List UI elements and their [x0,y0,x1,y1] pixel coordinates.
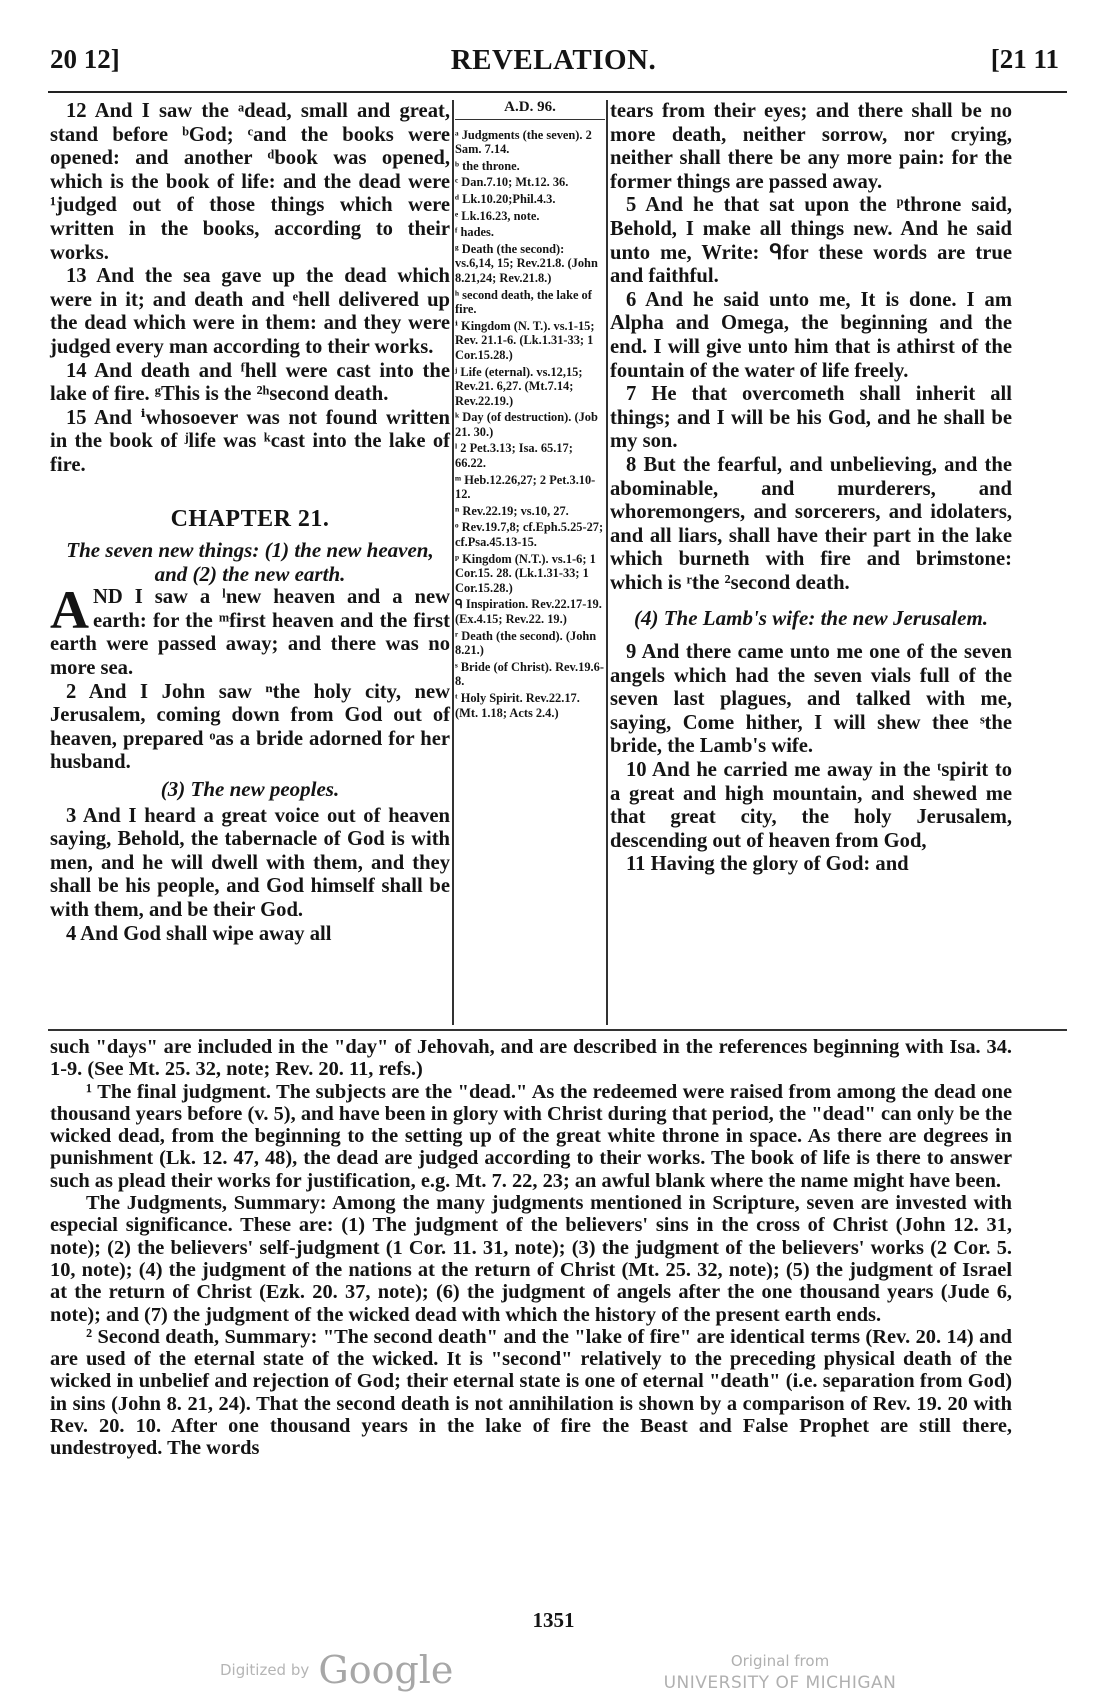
section-subheading-1: The seven new things: (1) the new heaven, and (2) the new earth. [66,538,434,586]
verse-21-7: 7 He that overcometh shall inherit all things; and I will be his God, and he shall be my son. [610,383,1012,453]
footnote-continuation: such "days" are included in the "day" of Jehovah, and are described in the references beginning with Isa. 34. 1-9. (See Mt. 25. 32, note; Rev. 20. 11, refs.) [50,1036,1012,1081]
verse-21-11: 11 Having the glory of God: and [626,853,909,876]
cross-reference: ʲ Life (eternal). vs.12,15; Rev.21. 6,27. (Mt.7.14; Rev.22.19.) [455,364,583,408]
cross-reference: ⁱ Kingdom (N. T.). vs.1-15; Rev. 21.1-6. (Lk.1.31-33; 1 Cor.15.28.) [455,318,595,362]
header-left-ref: 20 12] [50,44,120,74]
footnote-separator [48,1029,1067,1031]
cross-reference: ⁿ Rev.22.19; vs.10, 27. [455,503,569,518]
verse-21-10: 10 And he carried me away in the ᵗspirit to a great and high mountain, and shewed me that great city, the holy Jerusalem, descending out of heaven from God, [610,759,1012,852]
digitized-by-label: Digitized by [220,1661,310,1679]
verse-20-15: 15 And ⁱwhosoever was not found written in the book of ʲlife was ᵏcast into the lake of fire. [50,406,450,476]
verse-21-4: 4 And God shall wipe away all [66,922,332,945]
right-text-column [610,100,1012,877]
drop-cap: A [50,580,89,641]
origin-watermark [660,1650,900,1694]
header-right-ref: [21 11 [990,44,1059,74]
cross-reference: ᵃ Judgments (the seven). 2 Sam. 7.14. [455,127,592,157]
verse-21-8: 8 But the fearful, and unbelieving, and the abominable, and murderers, and whoremongers, and sorcerers, and idolaters, and all liars, shall have their part in the lake which burneth with fire and brimstone: which is ʳthe ²second death. [610,453,1012,594]
cross-reference: ᵖ Kingdom (N.T.). vs.1-6; 1 Cor.15. 28. (Lk.1.31-33; 1 Cor.15.28.) [455,551,596,595]
chapter-heading: CHAPTER 21. [170,505,330,532]
verse-20-13: 13 And the sea gave up the dead which were in it; and death and ᵉhell delivered up the dead which were in them: and they were judged every man according to their works. [50,265,450,358]
header-rule [48,91,1067,93]
cross-reference: ᵐ Heb.12.26,27; 2 Pet.3.10-12. [455,472,596,502]
verse-21-1-text: ND I saw a ˡnew heaven and a new earth: for the ᵐfirst heaven and the first earth were passed away; and there was no more sea. [50,586,450,680]
column-divider-left [452,100,454,1025]
section-subheading-3: (4) The Lamb's wife: the new Jerusalem. [633,606,989,631]
date-label: A.D. 96. [455,100,605,120]
judgments-summary: The Judgments, Summary: Among the many judgments mentioned in Scripture, seven are invested with especial significance. These are: (1) The judgment of the believers' sins in the cross of Christ (John 12. 31, note); (2) the believers' self-judgment (1 Cor. 11. 31, note); (3) the judgment of the believers' works (2 Cor. 5. 10, note); (4) the judgment of the nations at the return of Christ (Mt. 25. 32, note); (5) the judgment of Israel at the return of Christ (Ezk. 20. 37, note); (6) the judgment of angels after the one thousand years (Jude 6, note); and (7) the judgment of the wicked dead with which the history of the present earth ends. [50,1192,1012,1326]
institution-label: UNIVERSITY OF MICHIGAN [663,1673,897,1693]
cross-reference: ᵍ Death (the second): vs.6,14, 15; Rev.21.8. (John 8.21,24; Rev.21.8.) [455,241,598,285]
cross-reference: ᵈ Lk.10.20;Phil.4.3. [455,191,556,206]
cross-reference: ᑫ Inspiration. Rev.22.17-19. (Ex.4.15; Rev.22. 19.) [455,597,602,626]
cross-reference: ᶜ Dan.7.10; Mt.12. 36. [455,175,569,190]
cross-reference: ᵇ the throne. [455,158,520,173]
left-text-column [50,100,450,946]
verse-21-2: 2 And I John saw ⁿthe holy city, new Jerusalem, coming down from God out of heaven, prepared ᵒas a bride adorned for her husband. [50,680,450,774]
original-from-label: Original from [730,1652,830,1670]
cross-reference: ᵒ Rev.19.7,8; cf.Eph.5.25-27; cf.Psa.45.13-15. [455,520,604,550]
marginal-references [455,100,605,722]
verse-21-9: 9 And there came unto me one of the seven angels which had the seven vials full of the seven last plagues, and talked with me, saying, Come hither, I will shew thee ˢthe bride, the Lamb's wife. [610,641,1012,758]
cross-reference: ᵗ Holy Spirit. Rev.22.17. (Mt. 1.18; Acts 2.4.) [455,690,580,720]
cross-reference: ʰ second death, the lake of fire. [455,287,592,317]
cross-reference: ˡ 2 Pet.3.13; Isa. 65.17; 66.22. [455,441,573,471]
digitized-watermark [220,1648,453,1692]
cross-reference: ʳ Death (the second). (John 8.21.) [455,628,597,658]
verse-21-3: 3 And I heard a great voice out of heaven saying, Behold, the tabernacle of God is with men, and he will dwell with them, and they shall be his people, and God himself shall be with them, and be their God. [50,804,450,921]
verse-21-4-cont: tears from their eyes; and there shall be no more death, neither sorrow, nor crying, neither shall there be any more pain: for the former things are passed away. [610,100,1012,193]
page-number: 1351 [532,1608,575,1632]
verse-21-1 [50,580,450,680]
google-logo: Google [318,1648,454,1692]
verse-21-5: 5 And he that sat upon the ᵖthrone said, Behold, I make all things new. And he said unto me, Write: ᑫfor these words are true and faithful. [610,194,1012,288]
verse-20-14: 14 And death and ᶠhell were cast into the lake of fire. ᵍThis is the ²ʰsecond death. [50,359,450,406]
cross-reference: ᵏ Day (of destruction). (Job 21. 30.) [455,410,598,439]
page-title: REVELATION. [450,44,657,76]
cross-reference: ᵉ Lk.16.23, note. [455,208,540,223]
footnote-1: ¹ The final judgment. The subjects are the "dead." As the redeemed were raised from among the dead one thousand years before (v. 5), and have been in glory with Christ during that period, the "dead" can only be the wicked dead, from the beginning to the setting up of the great white throne in space. As there are degrees in punishment (Lk. 12. 47, 48), the dead are judged according to their works. The book of life is there to answer such as plead their works for justification, e.g. Mt. 7. 22, 23; an awful blank where the name might have been. [50,1080,1012,1192]
section-subheading-2: (3) The new peoples. [160,777,340,802]
verse-21-6: 6 And he said unto me, It is done. I am Alpha and Omega, the beginning and the end. I will give unto him that is athirst of the fountain of the water of life freely. [610,288,1012,382]
cross-reference: ᶠ hades. [455,225,494,240]
verse-20-12: 12 And I saw the ᵃdead, small and great, stand before ᵇGod; ᶜand the books were opened: and another ᵈbook was opened, which is the book of life: and the dead were ¹judged out of those things which were written in the books, according to their works. [50,100,450,264]
cross-reference: ˢ Bride (of Christ). Rev.19.6-8. [455,659,604,689]
footnotes [50,1036,1012,1460]
column-divider-right [606,100,608,1025]
footnote-2: ² Second death, Summary: "The second death" and the "lake of fire" are identical terms (Rev. 20. 14) and are used of the eternal state of the wicked. It is "second" relatively to the preceding physical death of the wicked in unbelief and rejection of God; their eternal state is one of eternal "death" (i.e. separation from God) in sins (John 8. 21, 24). That the second death is not annihilation is shown by a comparison of Rev. 19. 20 with Rev. 20. 10. After one thousand years in the lake of fire the Beast and False Prophet are still there, undestroyed. The words [50,1325,1012,1460]
